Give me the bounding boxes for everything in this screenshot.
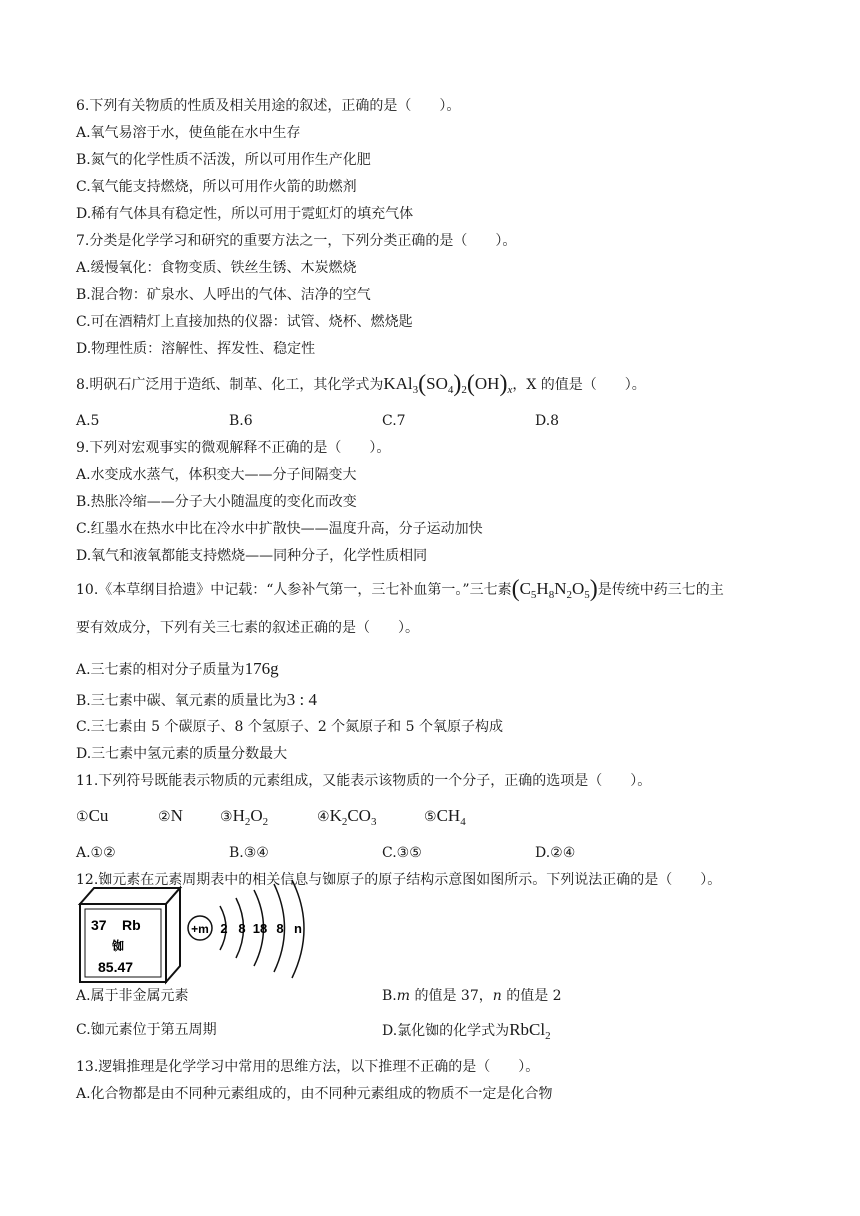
q8-option-a: A.5 <box>76 413 100 429</box>
q7-option-c: C.可在酒精灯上直接加热的仪器：试管、烧杯、燃烧匙 <box>76 314 413 330</box>
q11-symbol-3: $③H_2O_2$ <box>220 806 269 828</box>
q12-option-d: D.氯化铷的化学式为RbCl$_2$ <box>382 1020 551 1042</box>
q10-stem-line2: 要有效成分，下列有关三七素的叙述正确的是（ ）。 <box>76 620 419 636</box>
shell-4-electrons: 8 <box>276 921 284 936</box>
q6-stem: 6.下列有关物质的性质及相关用途的叙述，正确的是（ ）。 <box>76 98 461 114</box>
q8-option-c: C.7 <box>382 413 406 429</box>
q12-option-b: B.m 的值是 37，n 的值是 2 <box>382 988 562 1004</box>
atomic-structure-diagram <box>188 880 304 978</box>
element-name: 铷 <box>112 939 125 953</box>
q6-option-c: C.氧气能支持燃烧，所以可用作火箭的助燃剂 <box>76 179 357 195</box>
q7-option-d: D.物理性质：溶解性、挥发性、稳定性 <box>76 341 316 357</box>
q11-symbol-5: $⑤CH_4$ <box>424 806 466 828</box>
q8-option-d: D.8 <box>535 413 560 429</box>
q12-stem: 12.铷元素在元素周期表中的相关信息与铷原子的原子结构示意图如图所示。下列说法正确的是（ ）。 <box>76 872 722 888</box>
q13-stem: 13.逻辑推理是化学学习中常用的思维方法，以下推理不正确的是（ ）。 <box>76 1059 540 1075</box>
q12-option-a: A.属于非金属元素 <box>76 988 189 1004</box>
q9-option-d: D.氧气和液氧都能支持燃烧——同种分子，化学性质相同 <box>76 548 428 564</box>
q11-stem: 11.下列符号既能表示物质的元素组成，又能表示该物质的一个分子，正确的选项是（ ）。 <box>76 773 652 789</box>
q11-symbol-4: $④K_2CO_3$ <box>317 806 377 828</box>
q10-stem: 10.《本草纲目拾遗》中记载：“人参补气第一，三七补血第一。”三七素$(C_5H_8N_2O_5)$是传统中药三七的主 <box>76 576 724 602</box>
alunite-formula: $KAl_3(SO_4)_2(OH)_x$ <box>383 371 513 397</box>
nucleus-charge: +m <box>191 922 209 936</box>
element-symbol: Rb <box>122 917 141 933</box>
q10-option-a: A.三七素的相对分子质量为176g <box>76 659 279 678</box>
q11-option-a: A.①② <box>76 845 116 861</box>
q7-stem: 7.分类是化学学习和研究的重要方法之一，下列分类正确的是（ ）。 <box>76 233 517 249</box>
q7-option-b: B.混合物：矿泉水、人呼出的气体、洁净的空气 <box>76 287 371 303</box>
q11-symbol-2: ②N <box>158 806 183 825</box>
periodic-table-cell <box>80 888 180 982</box>
q10-option-b: B.三七素中碳、氧元素的质量比为3 : 4 <box>76 690 317 709</box>
q8-option-b: B.6 <box>229 413 253 429</box>
rubidium-figure <box>76 878 316 988</box>
q9-option-a: A.水变成水蒸气，体积变大——分子间隔变大 <box>76 467 357 483</box>
q7-option-a: A.缓慢氧化：食物变质、铁丝生锈、木炭燃烧 <box>76 260 357 276</box>
q10-option-c: C.三七素由 5 个碳原子、8 个氢原子、2 个氮原子和 5 个氧原子构成 <box>76 719 503 735</box>
shell-5-electrons: n <box>294 921 302 936</box>
q6-option-d: D.稀有气体具有稳定性，所以可用于霓虹灯的填充气体 <box>76 206 414 222</box>
q8-stem: 8.明矾石广泛用于造纸、制革、化工，其化学式为$KAl_3(SO_4)_2(OH)_x$，X 的值是（ ）。 <box>76 371 646 397</box>
q11-symbol-1: ①Cu <box>76 806 109 825</box>
shell-3-electrons: 18 <box>252 921 268 936</box>
atomic-mass: 85.47 <box>98 959 134 975</box>
shell-1-electrons: 2 <box>220 921 228 936</box>
q13-option-a: A.化合物都是由不同种元素组成的，由不同种元素组成的物质不一定是化合物 <box>76 1086 553 1102</box>
q6-option-a: A.氧气易溶于水，使鱼能在水中生存 <box>76 125 301 141</box>
q12-option-c: C.铷元素位于第五周期 <box>76 1022 217 1038</box>
q11-option-b: B.③④ <box>229 845 269 861</box>
q9-stem: 9.下列对宏观事实的微观解释不正确的是（ ）。 <box>76 440 391 456</box>
q10-option-d: D.三七素中氢元素的质量分数最大 <box>76 746 288 762</box>
dencichine-formula: $(C_5H_8N_2O_5)$ <box>511 576 598 602</box>
q11-option-d: D.②④ <box>535 845 576 861</box>
q9-option-c: C.红墨水在热水中比在冷水中扩散快——温度升高，分子运动加快 <box>76 521 483 537</box>
q9-option-b: B.热胀冷缩——分子大小随温度的变化而改变 <box>76 494 357 510</box>
q6-option-b: B.氮气的化学性质不活泼，所以可用作生产化肥 <box>76 152 371 168</box>
atomic-number: 37 <box>91 917 107 933</box>
q11-option-c: C.③⑤ <box>382 845 422 861</box>
shell-2-electrons: 8 <box>238 921 246 936</box>
